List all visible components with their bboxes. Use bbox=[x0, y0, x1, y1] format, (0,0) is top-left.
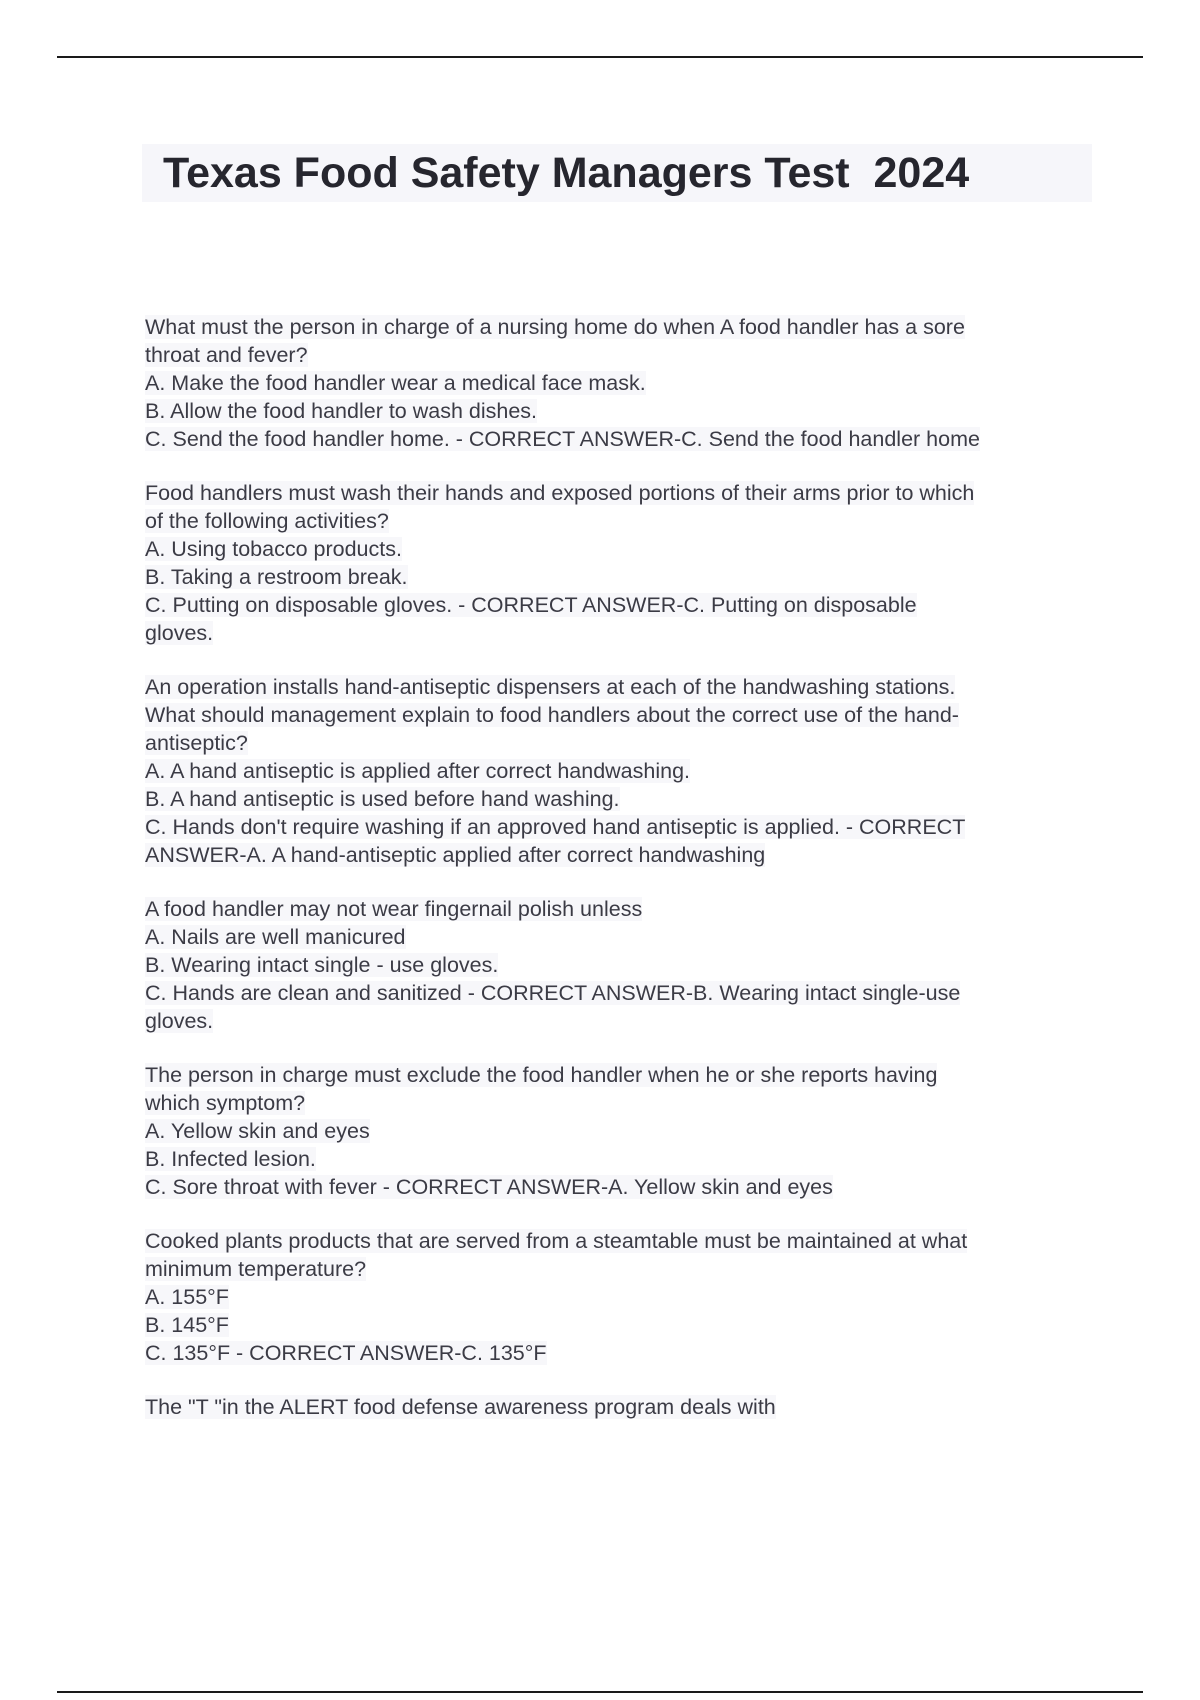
answer-option: C. Putting on disposable gloves. - CORRECT ANSWER-C. Putting on disposable bbox=[145, 593, 917, 617]
answer-option: B. Infected lesion. bbox=[145, 1147, 316, 1171]
answer-option: C. Sore throat with fever - CORRECT ANSWER-A. Yellow skin and eyes bbox=[145, 1175, 833, 1199]
answer-option: B. 145°F bbox=[145, 1313, 229, 1337]
answer-option: gloves. bbox=[145, 1009, 214, 1033]
question-line: A food handler may not wear fingernail polish unless bbox=[145, 897, 643, 921]
answer-option: C. Hands are clean and sanitized - CORRECT ANSWER-B. Wearing intact single-use bbox=[145, 981, 961, 1005]
answer-option: A. Using tobacco products. bbox=[145, 537, 402, 561]
answer-option: A. Nails are well manicured bbox=[145, 925, 406, 949]
question-line: An operation installs hand-antiseptic dispensers at each of the handwashing stations. bbox=[145, 675, 956, 699]
page-title: Texas Food Safety Managers Test 2024 bbox=[163, 149, 970, 197]
question-block bbox=[145, 673, 1095, 869]
answer-option: C. 135°F - CORRECT ANSWER-C. 135°F bbox=[145, 1341, 547, 1365]
question-block bbox=[145, 313, 1095, 453]
answer-option: A. Make the food handler wear a medical face mask. bbox=[145, 371, 646, 395]
answer-option: C. Hands don't require washing if an approved hand antiseptic is applied. - CORRECT bbox=[145, 815, 966, 839]
answer-option: B. A hand antiseptic is used before hand washing. bbox=[145, 787, 620, 811]
top-rule bbox=[57, 56, 1143, 58]
question-line: The "T "in the ALERT food defense awareness program deals with bbox=[145, 1395, 776, 1419]
answer-option: B. Wearing intact single - use gloves. bbox=[145, 953, 499, 977]
question-line: throat and fever? bbox=[145, 343, 308, 367]
question-line: of the following activities? bbox=[145, 509, 389, 533]
answer-option: A. 155°F bbox=[145, 1285, 229, 1309]
question-line: The person in charge must exclude the food handler when he or she reports having bbox=[145, 1063, 938, 1087]
question-block bbox=[145, 1227, 1095, 1367]
question-block bbox=[145, 1061, 1095, 1201]
question-line: minimum temperature? bbox=[145, 1257, 367, 1281]
answer-option: A. Yellow skin and eyes bbox=[145, 1119, 370, 1143]
answer-option: B. Allow the food handler to wash dishes. bbox=[145, 399, 538, 423]
answer-option: B. Taking a restroom break. bbox=[145, 565, 408, 589]
question-line: What must the person in charge of a nursing home do when A food handler has a sore bbox=[145, 315, 965, 339]
question-line: What should management explain to food handlers about the correct use of the hand- bbox=[145, 703, 959, 727]
answer-option: gloves. bbox=[145, 621, 214, 645]
question-list bbox=[145, 313, 1095, 1447]
question-block bbox=[145, 1393, 1095, 1421]
question-line: Food handlers must wash their hands and exposed portions of their arms prior to which bbox=[145, 481, 975, 505]
question-block bbox=[145, 479, 1095, 647]
question-line: antiseptic? bbox=[145, 731, 248, 755]
answer-option: C. Send the food handler home. - CORRECT ANSWER-C. Send the food handler home bbox=[145, 427, 980, 451]
answer-option: A. A hand antiseptic is applied after correct handwashing. bbox=[145, 759, 691, 783]
question-line: Cooked plants products that are served from a steamtable must be maintained at what bbox=[145, 1229, 968, 1253]
question-line: which symptom? bbox=[145, 1091, 306, 1115]
bottom-rule bbox=[57, 1691, 1143, 1693]
question-block bbox=[145, 895, 1095, 1035]
answer-option: ANSWER-A. A hand-antiseptic applied after correct handwashing bbox=[145, 843, 766, 867]
